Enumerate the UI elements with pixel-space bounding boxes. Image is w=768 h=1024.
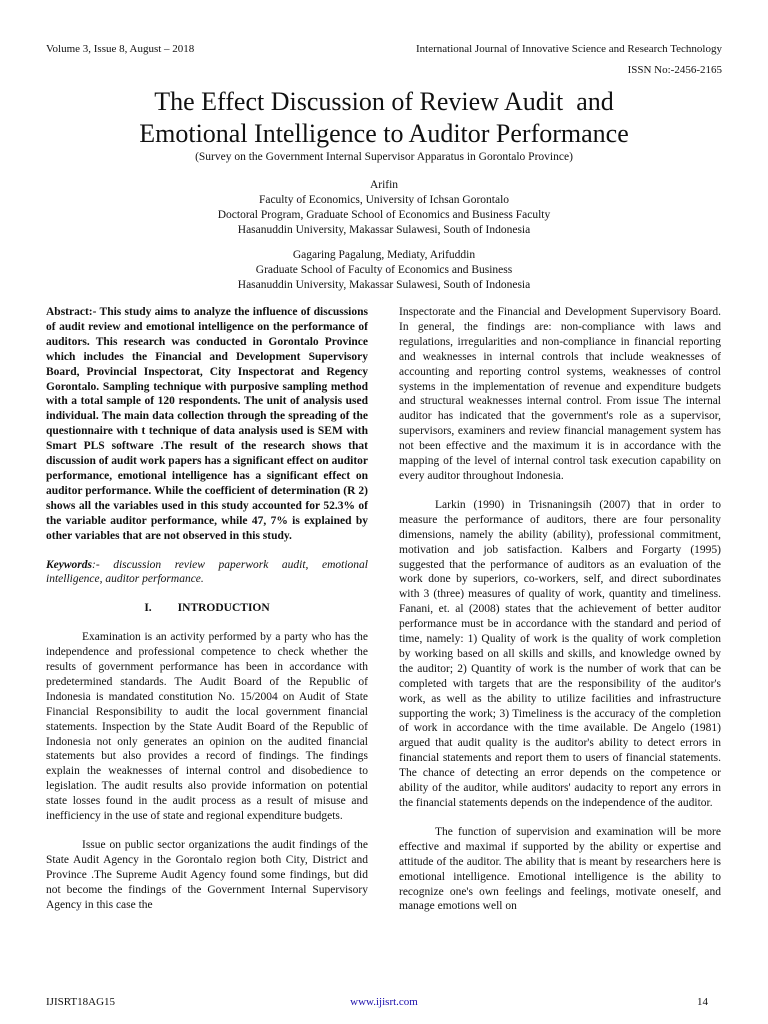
section-title: INTRODUCTION	[177, 602, 270, 615]
left-column	[46, 305, 368, 927]
right-column	[399, 305, 721, 928]
keywords-label: Keywords	[46, 558, 92, 571]
footer-paper-code: IJISRT18AG15	[46, 996, 116, 1008]
paper-title	[40, 86, 728, 150]
affiliation-line: Hasanuddin University, Makassar Sulawesi, South of Indonesia	[237, 279, 531, 291]
affiliation-line: Faculty of Economics, University of Ichsan Gorontalo	[258, 194, 510, 206]
footer-website-link[interactable]: www.ijisrt.com	[350, 996, 418, 1008]
page-number: 14	[697, 996, 708, 1008]
affiliation-line: Hasanuddin University, Makassar Sulawesi, South of Indonesia	[237, 224, 531, 236]
volume-issue: Volume 3, Issue 8, August – 2018	[46, 43, 195, 55]
author-block-1	[40, 178, 728, 238]
journal-name: International Journal of Innovative Science and Research Technology	[415, 43, 722, 55]
title-line-2: Emotional Intelligence to Auditor Performance	[139, 119, 629, 148]
affiliation-line: Doctoral Program, Graduate School of Economics and Business Faculty	[217, 209, 551, 221]
keywords-text: :- discussion review paperwork audit, emotional intelligence, auditor performance.	[46, 558, 368, 586]
body-paragraph: Larkin (1990) in Trisnaningsih (2007) that in order to measure the performance of auditors, there are four personality dimensions, namely the ability (ability), professional commitment, motivation and job satisfaction. Kalbers and Forgarty (1995) suggested that the performance of auditors as an evaluation of the work done by superiors, co-workers, self, and direct subordinates with 3 (three) measures of quality of work, quantity and timeliness. Fanani, et. al (2008) states that the achievement of better auditor performance must be in accordance with the standard and period of time, namely: 1) Quality of work is the quality of work completion by working based on all skills and skills, and knowledge owned by the auditor; 2) Quantity of work is the number of work that can be completed with targets that are the responsibility of the auditor's work, as well as the ability to utilize facilities and infrastructure supporting the work; 3) Timeliness is the accuracy of the completion of work in accordance with the time available. De Angelo (1981) argued that audit quality is the auditor's ability to detect errors in financial statements and report them to users of financial statements. The chance of detecting an error depends on the competence or ability of the auditor, while auditors' audacity to report any errors in the financial statements depends on the independence of the auditor.	[399, 498, 721, 809]
keywords	[46, 558, 368, 588]
author-name: Arifin	[369, 179, 399, 191]
body-paragraph: The function of supervision and examination will be more effective and maximal if supported by the ability or expertise and attitude of the auditor. The ability that is meant by researchers here is emotional intelligence. Emotional intelligence is the ability to recognize one's own feelings and feelings, motivate oneself, and manage emotions well on	[399, 825, 721, 913]
body-paragraph: Inspectorate and the Financial and Development Supervisory Board. In general, the findings are: non-compliance with laws and regulations, irregularities and non-compliance in financial reporting and weaknesses in internal controls that include weaknesses of accounting and reporting control systems, weaknesses of control systems in the implementation of revenue and expenditure budgets and structural weaknesses internal control. From issue The internal auditor has indicated that the government's role as a supervisor, supervisors, examiners and review financial management system has not been effective and the maximum it is in accordance with the mapping of the level of internal control task execution capability on every auditor throughout Indonesia.	[399, 306, 721, 482]
author-names: Gagaring Pagalung, Mediaty, Arifuddin	[292, 249, 476, 261]
abstract: Abstract:- This study aims to analyze the influence of discussions of audit review and emotional intelligence on the performance of auditors. This research was conducted in Gorontalo Province which includes the Financial and Development Supervisory Board, Provincial Inspectorat, City Inspectorat and Regency Gorontalo. Sampling technique with purposive sampling method with a total sample of 120 respondents. The unit of analysis used individual. The main data collection through the spreading of the questionnaire with t technique of data analysis used is SEM with Smart PLS software .The result of the research shows that discussion of audit work papers has a significant effect on auditor performance, emotional intelligence has a significant effect on auditor performance. While the coefficient of determination (R 2) shows all the variables used in this study accounted for 52.3% of the variable auditor performance, while 47, 7% is explained by other variables that are not observed in this study.	[46, 306, 368, 542]
author-block-2	[40, 248, 728, 293]
section-heading	[46, 601, 368, 616]
body-paragraph: Examination is an activity performed by a party who has the independence and professional competence to check whether the results of government performance has been in accordance with predetermined standards. The Audit Board of the Republic of Indonesia is mandated constitution No. 15/2004 on Audit of State Financial Responsibility to audit the local government financial statements. Inspection by the State Audit Board of the Republic of Indonesia not only generates an opinion on the audited financial statements but also provides a record of findings. The findings explain the weaknesses of internal control and disobedience to legislation. The audit results also provide information on potential state losses found in the audit process as a result of misuse and inefficiency in the use of state and regional expenditure budgets.	[46, 631, 368, 823]
issn: ISSN No:-2456-2165	[627, 64, 722, 76]
title-line-1: The Effect Discussion of Review Audit and	[154, 87, 614, 116]
section-number: I.	[144, 602, 152, 615]
paper-subtitle: (Survey on the Government Internal Supervisor Apparatus in Gorontalo Province)	[195, 151, 573, 163]
body-paragraph: Issue on public sector organizations the audit findings of the State Audit Agency in the Gorontalo region both City, District and Province .The Supreme Audit Agency found some findings, but did not become the findings of the Government Internal Supervisory Agency in this case the	[46, 839, 368, 911]
affiliation-line: Graduate School of Faculty of Economics and Business	[255, 264, 513, 276]
